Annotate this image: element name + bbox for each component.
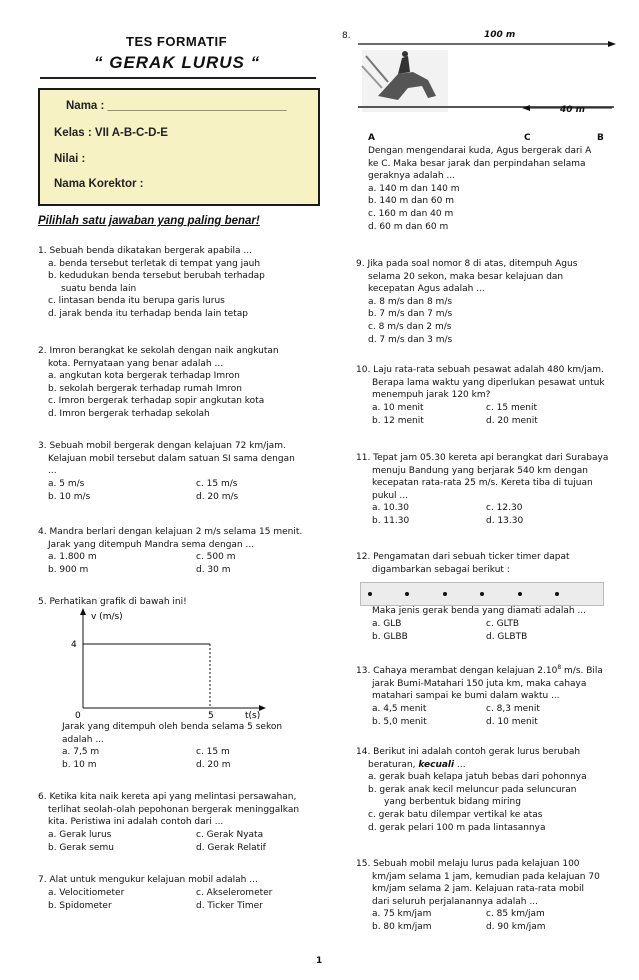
option-c[interactable]: c. lintasan benda itu berupa garis lurus	[48, 296, 225, 307]
x-tick-5: 5	[208, 711, 214, 720]
option-a[interactable]: a. 140 m dan 140 m	[368, 183, 460, 194]
question-text: matahari sampai ke bumi dalam waktu ...	[372, 691, 560, 702]
option-b[interactable]: b. 80 km/jam	[372, 922, 432, 933]
question-text: menuju Bandung yang berjarak 540 km dengan	[372, 465, 589, 476]
x-label: t(s)	[245, 711, 261, 720]
question-6	[38, 791, 323, 855]
option-a[interactable]: a. 4,5 menit	[372, 703, 427, 714]
question-text: Maka jenis gerak benda yang diamati adalah ...	[372, 606, 587, 616]
option-d[interactable]: d. Ticker Timer	[196, 900, 263, 911]
question-13	[356, 662, 616, 729]
option-b[interactable]: b. 11.30	[372, 516, 410, 527]
velocity-time-graph	[55, 605, 270, 720]
option-c[interactable]: c. Akselerometer	[196, 887, 273, 898]
option-a[interactable]: a. 10.30	[372, 503, 410, 514]
question-text: dari seluruh perjalanannya adalah ...	[372, 896, 538, 907]
question-text: 10. Laju rata-rata sebuah pesawat adalah 480 km/jam.	[356, 365, 604, 375]
question-text: Jarak yang ditempuh oleh benda selama 5 sekon	[62, 722, 283, 732]
question-text: 14. Berikut ini adalah contoh gerak lurus berubah	[356, 747, 581, 757]
question-8-number: 8.	[342, 31, 351, 41]
corrector-field: Nama Korektor :	[54, 178, 144, 190]
name-field[interactable]: Nama : ____________________________	[66, 100, 287, 112]
emphasis-kecuali: kecuali	[418, 759, 455, 770]
page-number: 1	[316, 956, 323, 966]
option-b[interactable]: b. Spidometer	[48, 900, 112, 911]
point-b: B	[597, 133, 604, 143]
ticker-dot	[405, 592, 409, 596]
option-b[interactable]: b. 12 menit	[372, 415, 424, 426]
question-11	[356, 452, 616, 528]
option-a[interactable]: a. angkutan kota bergerak terhadap Imron	[48, 371, 240, 382]
question-text: ...	[454, 759, 466, 770]
question-text: adalah ...	[62, 734, 104, 745]
option-d[interactable]: d. 20 m	[196, 760, 231, 771]
question-text: 13. Cahaya merambat dengan kelajuan 2.10	[356, 666, 558, 676]
score-field: Nilai :	[54, 153, 86, 165]
question-text: 7. Alat untuk mengukur kelajuan mobil adalah ...	[38, 875, 258, 885]
option-d[interactable]: d. 60 m dan 60 m	[368, 221, 449, 232]
y-tick-4: 4	[71, 640, 77, 650]
option-c[interactable]: c. Gerak Nyata	[196, 829, 264, 840]
option-b[interactable]: b. 10 m/s	[48, 491, 91, 502]
option-d[interactable]: d. 20 menit	[486, 415, 538, 426]
option-b[interactable]: b. sekolah bergerak terhadap rumah Imron	[48, 383, 242, 394]
option-b[interactable]: b. Gerak semu	[48, 842, 114, 853]
question-text: 1. Sebuah benda dikatakan bergerak apabila ...	[38, 246, 252, 256]
option-a[interactable]: a. 7,5 m	[62, 747, 100, 758]
question-text: jarak Bumi-Matahari 150 juta km, maka cahaya	[372, 678, 587, 689]
question-text: 6. Ketika kita naik kereta api yang melintasi persawahan,	[38, 792, 297, 802]
option-d[interactable]: d. 90 km/jam	[486, 922, 546, 933]
option-a[interactable]: a. 8 m/s dan 8 m/s	[368, 296, 453, 307]
question-text: beraturan,	[368, 759, 419, 770]
question-text: selama 20 sekon, maka besar kelajuan dan	[368, 271, 564, 282]
question-text: Jarak yang ditempuh Mandra sema dengan ...	[48, 539, 255, 550]
option-c[interactable]: c. 500 m	[196, 552, 236, 563]
option-b[interactable]: b. 5,0 menit	[372, 716, 427, 727]
option-c[interactable]: c. 85 km/jam	[486, 909, 545, 920]
question-text: 4. Mandra berlari dengan kelajuan 2 m/s selama 15 menit.	[38, 527, 303, 537]
question-14	[356, 746, 618, 834]
question-2	[38, 345, 279, 421]
point-c: C	[524, 133, 531, 143]
test-subtitle: “ GERAK LURUS “	[94, 53, 261, 72]
question-text: menempuh jarak 120 km?	[372, 390, 491, 401]
option-a[interactable]: a. Gerak lurus	[48, 829, 112, 840]
option-b-cont: yang berbentuk bidang miring	[384, 797, 521, 808]
question-5-body	[38, 721, 318, 772]
instruction: Pilihlah satu jawaban yang paling benar!	[38, 215, 260, 227]
question-text: 2. Imron berangkat ke sekolah dengan naik angkutan	[38, 346, 279, 356]
option-c[interactable]: c. Imron bergerak terhadap sopir angkutan kota	[48, 396, 265, 407]
class-field: Kelas : VII A-B-C-D-E	[54, 127, 168, 139]
option-b[interactable]: b. GLBB	[372, 631, 408, 642]
option-c[interactable]: c. 15 menit	[486, 402, 538, 413]
question-3	[38, 440, 318, 504]
option-b-cont: suatu benda lain	[61, 283, 137, 294]
question-text: Kelajuan mobil tersebut dalam satuan SI sama dengan	[48, 453, 295, 464]
question-text: digambarkan sebagai berikut :	[372, 564, 510, 575]
ticker-dot	[443, 592, 447, 596]
option-d[interactable]: d. 7 m/s dan 3 m/s	[368, 334, 453, 345]
option-a[interactable]: a. GLB	[372, 618, 402, 629]
option-c[interactable]: c. 15 m/s	[196, 478, 238, 489]
option-c[interactable]: c. 15 m	[196, 747, 230, 758]
option-a[interactable]: a. 5 m/s	[48, 478, 85, 489]
question-text: 9. Jika pada soal nomor 8 di atas, ditempuh Agus	[356, 259, 578, 269]
question-text: 15. Sebuah mobil melaju lurus pada kelajuan 100	[356, 859, 580, 869]
question-15	[356, 858, 618, 934]
question-text: kecepatan Agus adalah ...	[368, 284, 485, 295]
question-text: km/jam selama 1 jam, kemudian pada kelajuan 70	[372, 871, 600, 882]
option-a[interactable]: a. 10 menit	[372, 402, 424, 413]
ticker-dot	[368, 592, 372, 596]
y-label: v (m/s)	[91, 612, 123, 622]
question-text: 5. Perhatikan grafik di bawah ini!	[38, 597, 187, 607]
option-c[interactable]: c. 160 m dan 40 m	[368, 208, 454, 219]
option-b[interactable]: b. gerak anak kecil meluncur pada seluncuran	[368, 784, 577, 795]
question-4	[38, 526, 318, 577]
question-7	[38, 874, 318, 913]
question-text: pukul ...	[372, 490, 408, 501]
option-d[interactable]: d. 30 m	[196, 565, 231, 576]
option-b[interactable]: b. 900 m	[48, 565, 89, 576]
question-1	[38, 245, 318, 321]
y-axis-arrow	[80, 608, 86, 615]
option-b[interactable]: b. 10 m	[62, 760, 97, 771]
horse-rider-icon	[362, 50, 448, 112]
option-c[interactable]: c. 8,3 menit	[486, 703, 540, 714]
option-a[interactable]: a. Velocitiometer	[48, 887, 125, 898]
option-a[interactable]: a. gerak buah kelapa jatuh bebas dari pohonnya	[368, 772, 587, 783]
question-text: 11. Tepat jam 05.30 kereta api berangkat dari Surabaya	[356, 453, 609, 463]
question-text: Berapa lama waktu yang diperlukan pesawat untuk	[372, 377, 605, 388]
question-9	[356, 258, 577, 346]
question-text: terlihat seolah-olah pepohonan bergerak meninggalkan	[48, 804, 300, 815]
option-d[interactable]: d. Imron bergerak terhadap sekolah	[48, 408, 210, 419]
option-c[interactable]: c. 8 m/s dan 2 m/s	[368, 321, 452, 332]
option-b[interactable]: b. kedudukan benda tersebut berubah terhadap	[48, 271, 265, 282]
option-a[interactable]: a. 75 km/jam	[372, 909, 432, 920]
x-tick-0: 0	[75, 711, 81, 720]
title-divider	[40, 77, 316, 79]
ticker-dot	[518, 592, 522, 596]
option-d[interactable]: d. 10 menit	[486, 716, 538, 727]
test-title: TES FORMATIF	[126, 34, 228, 49]
question-text: m/s. Bila	[561, 666, 603, 676]
arrow-100m-head	[608, 41, 616, 47]
question-text: Dengan mengendarai kuda, Agus bergerak dari A	[368, 146, 592, 156]
option-c[interactable]: c. gerak batu dilempar vertikal ke atas	[368, 809, 543, 820]
question-text: ke C. Maka besar jarak dan perpindahan selama	[368, 158, 586, 169]
distance-40m: 40 m	[560, 105, 586, 115]
question-12	[356, 551, 616, 576]
option-d[interactable]: d. 13.30	[486, 516, 524, 527]
question-text: 12. Pengamatan dari sebuah ticker timer dapat	[356, 552, 570, 562]
option-a[interactable]: a. 1.800 m	[48, 552, 97, 563]
question-text: geraknya adalah ...	[368, 171, 455, 182]
question-text: kecepatan rata-rata 25 m/s. Kereta tiba di tujuan	[372, 478, 593, 489]
question-text: ...	[48, 466, 57, 477]
ticker-dot	[480, 592, 484, 596]
point-a: A	[368, 133, 375, 143]
option-d[interactable]: d. jarak benda itu terhadap benda lain tetap	[48, 308, 248, 319]
option-d[interactable]: d. Gerak Relatif	[196, 842, 266, 853]
question-12-body	[356, 605, 616, 644]
exponent: 8	[557, 664, 562, 671]
option-a[interactable]: a. benda tersebut terletak di tempat yang jauh	[48, 258, 261, 269]
question-text: km/jam selama 2 jam. Kelajuan rata-rata mobil	[372, 884, 585, 895]
distance-100m: 100 m	[484, 30, 516, 40]
option-b[interactable]: b. 140 m dan 60 m	[368, 196, 454, 207]
option-d[interactable]: d. 20 m/s	[196, 491, 239, 502]
question-8	[368, 145, 591, 233]
option-b[interactable]: b. 7 m/s dan 7 m/s	[368, 309, 453, 320]
ticker-dot	[555, 592, 559, 596]
student-id-box	[38, 88, 320, 206]
question-text: 3. Sebuah mobil bergerak dengan kelajuan 72 km/jam.	[38, 441, 286, 451]
option-c[interactable]: c. 12.30	[486, 503, 523, 514]
option-d[interactable]: d. gerak pelari 100 m pada lintasannya	[368, 822, 546, 833]
question-text: kita. Peristiwa ini adalah contoh dari ...	[48, 817, 224, 828]
option-c[interactable]: c. GLTB	[486, 618, 520, 629]
option-d[interactable]: d. GLBTB	[486, 631, 528, 642]
question-text: kota. Pernyataan yang benar adalah ...	[48, 358, 224, 369]
horse-diagram	[358, 36, 618, 136]
ticker-tape	[360, 582, 604, 606]
question-10	[356, 364, 616, 428]
arrow-40m-head	[522, 105, 530, 111]
